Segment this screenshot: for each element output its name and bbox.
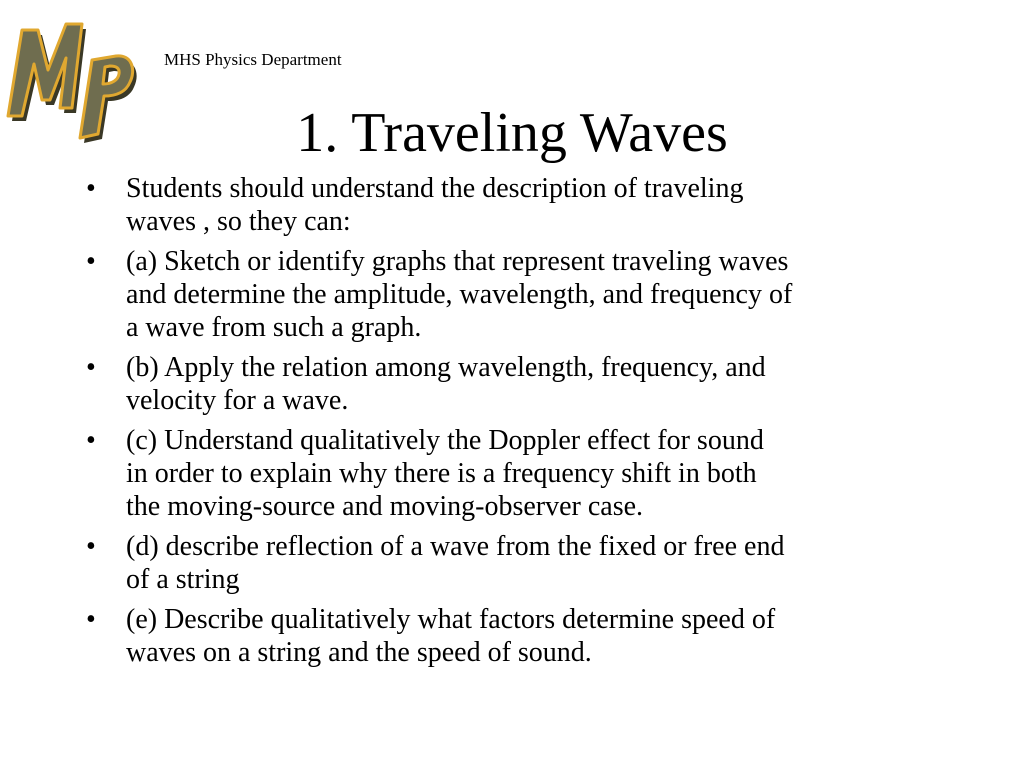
bullet-line: Students should understand the description of traveling: [126, 173, 744, 204]
bullet-list: [0, 172, 1024, 676]
bullet-item: [0, 172, 956, 238]
bullet-line: (d) describe reflection of a wave from the fixed or free end: [126, 531, 785, 562]
bullet-line: (e) Describe qualitatively what factors determine speed of: [126, 604, 776, 635]
bullet-line: and determine the amplitude, wavelength, and frequency of: [126, 279, 793, 310]
slide-title: 1. Traveling Waves: [296, 102, 728, 164]
bullet-line: in order to explain why there is a frequency shift in both: [126, 458, 757, 489]
bullet-dot: •: [86, 352, 96, 383]
bullet-dot: •: [86, 425, 96, 456]
bullet-line: a wave from such a graph.: [126, 312, 422, 343]
bullet-line: waves on a string and the speed of sound.: [126, 637, 592, 668]
bullet-line: (a) Sketch or identify graphs that represent traveling waves: [126, 246, 789, 277]
bullet-dot: •: [86, 173, 96, 204]
bullet-line: velocity for a wave.: [126, 385, 349, 416]
bullet-item: [0, 424, 956, 523]
bullet-line: the moving-source and moving-observer case.: [126, 491, 644, 522]
bullet-item: [0, 530, 956, 596]
department-label: MHS Physics Department: [164, 50, 342, 69]
bullet-item: [0, 351, 956, 417]
bullet-item: [0, 603, 956, 669]
bullet-line: (b) Apply the relation among wavelength, frequency, and: [126, 352, 766, 383]
bullet-line: of a string: [126, 564, 240, 595]
bullet-dot: •: [86, 246, 96, 277]
bullet-line: (c) Understand qualitatively the Doppler effect for sound: [126, 425, 764, 456]
bullet-line: waves , so they can:: [126, 206, 351, 237]
bullet-dot: •: [86, 604, 96, 635]
bullet-item: [0, 245, 956, 344]
bullet-dot: •: [86, 531, 96, 562]
